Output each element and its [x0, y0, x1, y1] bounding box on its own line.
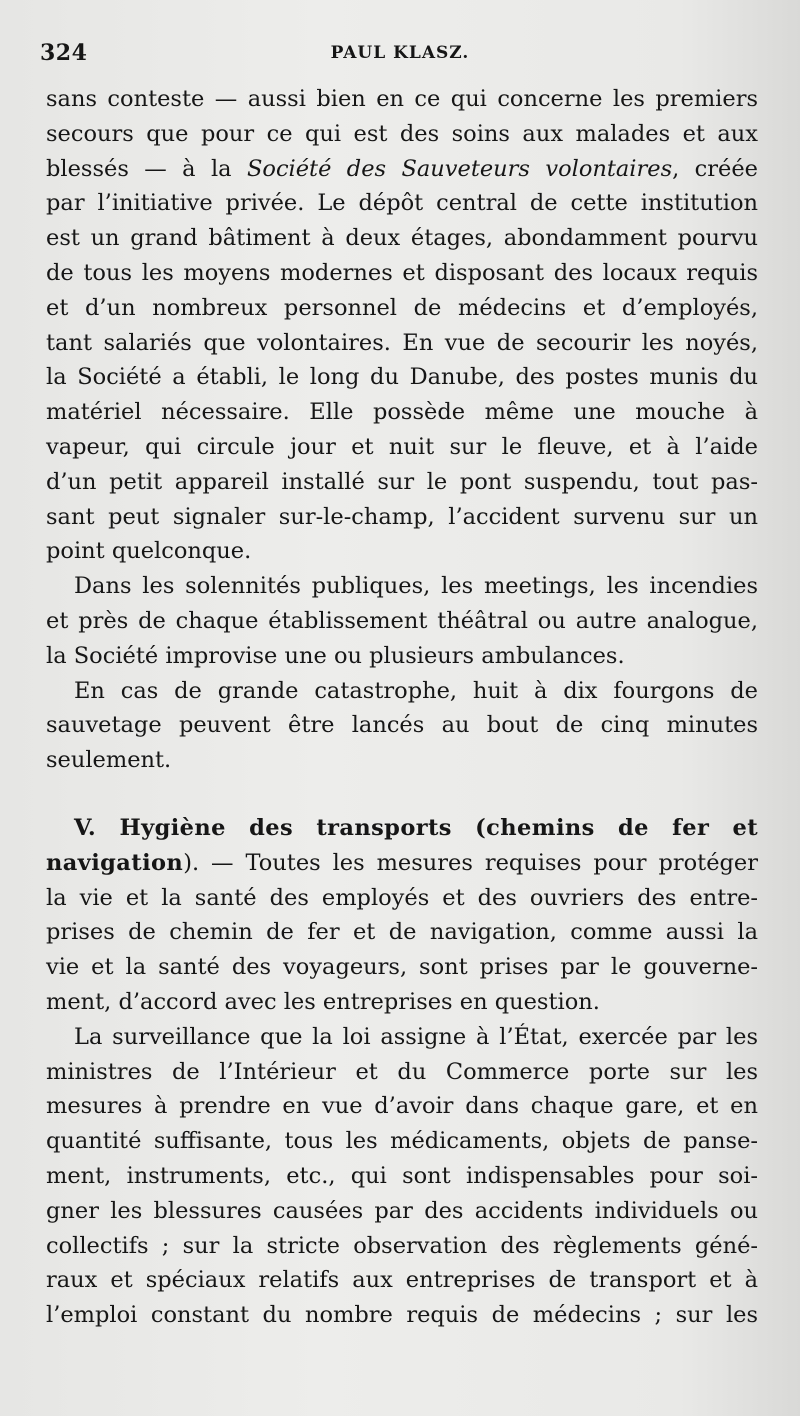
section-title-end: navigation: [46, 849, 184, 876]
text-line: La surveillance que la loi assigne à l’État, exercée par les: [74, 1023, 758, 1050]
text-line: par l’initiative privée. Le dépôt central de cette institution: [46, 190, 758, 217]
text-line: vapeur, qui circule jour et nuit sur le fleuve, et à l’aide: [46, 433, 758, 460]
text-line: matériel nécessaire. Elle possède même une mouche à: [46, 399, 758, 426]
text-line: ministres de l’Intérieur et du Commerce porte sur les: [46, 1058, 758, 1085]
text-line: prises de chemin de fer et de navigation, comme aussi la: [46, 919, 758, 946]
paragraph-sauveteurs: [46, 82, 758, 569]
text-line: et près de chaque établissement théâtral ou autre analogue,: [46, 607, 758, 634]
text-line: raux et spéciaux relatifs aux entreprises de transport et à: [46, 1267, 758, 1294]
body-text: [46, 82, 758, 1333]
text-line: sans conteste — aussi bien en ce qui concerne les premiers: [46, 86, 758, 112]
section-title: V. Hygiène des transports (chemins de fer et: [74, 814, 758, 841]
text-line: l’emploi constant du nombre requis de médecins ; sur les: [46, 1302, 758, 1329]
paragraph-surveillance: [46, 1020, 758, 1333]
text-line: tant salariés que volontaires. En vue de secourir les noyés,: [46, 329, 758, 356]
section-spacer: [46, 778, 758, 811]
text-line: vie et la santé des voyageurs, sont prises par le gouverne-: [46, 954, 758, 981]
text-line: est un grand bâtiment à deux étages, abondamment pourvu: [46, 225, 758, 252]
text-line: sauvetage peuvent être lancés au bout de cinq minutes: [46, 712, 758, 739]
text-line: et d’un nombreux personnel de médecins et d’employés,: [46, 294, 758, 321]
text-fragment: , créée: [672, 155, 758, 182]
page-header: [40, 40, 760, 74]
text-line: de tous les moyens modernes et disposant des locaux requis: [46, 259, 758, 286]
text-line: quantité suffisante, tous les médicaments, objets de panse-: [46, 1128, 758, 1155]
running-head: PAUL KLASZ.: [330, 43, 470, 63]
text-line: ment, d’accord avec les entreprises en question.: [46, 988, 600, 1015]
text-line: la vie et la santé des employés et des ouvriers des entre-: [46, 884, 758, 911]
text-line: [46, 152, 758, 187]
text-line: sant peut signaler sur-le-champ, l’accident survenu sur un: [46, 503, 758, 530]
text-line: point quelconque.: [46, 538, 252, 565]
text-line: gner les blessures causées par des accidents individuels ou: [46, 1197, 758, 1224]
paragraph-solennites: [46, 569, 758, 673]
section-transports: [46, 811, 758, 1020]
page-number: 324: [40, 40, 88, 66]
text-fragment: ). — Toutes les mesures requises pour protéger: [183, 849, 758, 876]
text-line: [46, 846, 758, 881]
text-line: d’un petit appareil installé sur le pont suspendu, tout pas-: [46, 468, 758, 495]
text-line: mesures à prendre en vue d’avoir dans chaque gare, et en: [46, 1093, 758, 1120]
text-fragment: blessés — à la: [46, 155, 247, 182]
text-line: la Société improvise une ou plusieurs ambulances.: [46, 642, 625, 669]
text-line: la Société a établi, le long du Danube, des postes munis du: [46, 364, 758, 391]
text-line: Dans les solennités publiques, les meetings, les incendies: [74, 573, 758, 600]
text-line: seulement.: [46, 747, 172, 774]
text-line: secours que pour ce qui est des soins aux malades et aux: [46, 120, 758, 147]
paragraph-catastrophe: [46, 674, 758, 778]
society-name-italic: Société des Sauveteurs volontaires: [246, 155, 673, 182]
text-line: collectifs ; sur la stricte observation des règlements géné-: [46, 1232, 758, 1259]
text-line: ment, instruments, etc., qui sont indispensables pour soi-: [46, 1162, 758, 1189]
text-line: En cas de grande catastrophe, huit à dix fourgons de: [74, 677, 758, 704]
